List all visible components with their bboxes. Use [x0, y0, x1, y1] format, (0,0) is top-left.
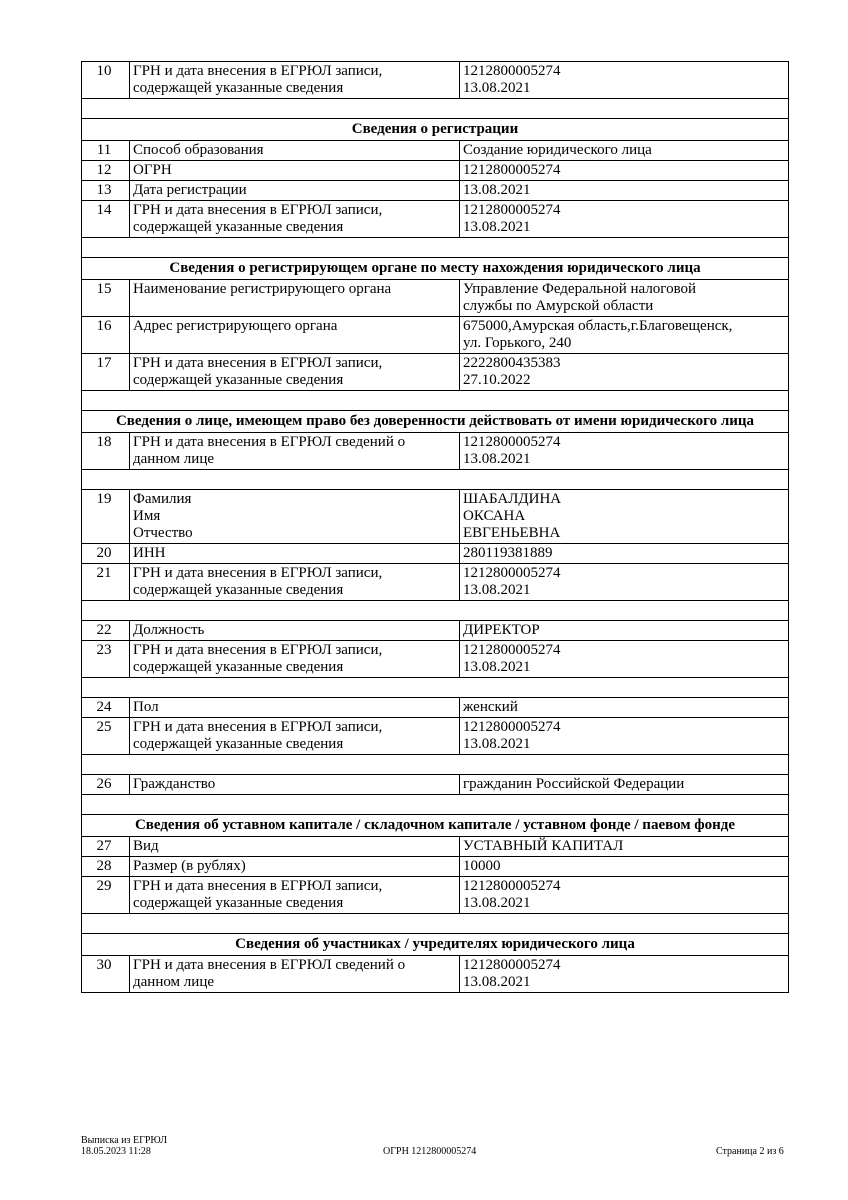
value-line: ДИРЕКТОР [463, 622, 540, 638]
row-value [460, 201, 789, 238]
row-value [460, 857, 789, 877]
row-number: 24 [82, 698, 130, 718]
table-row [82, 490, 789, 544]
value-line: 1212800005274 [463, 63, 561, 79]
row-label [130, 775, 460, 795]
label-line: Способ образования [133, 142, 264, 158]
row-label [130, 956, 460, 993]
value-line: 13.08.2021 [463, 582, 531, 598]
label-line: ГРН и дата внесения в ЕГРЮЛ сведений о [133, 434, 406, 450]
row-label [130, 161, 460, 181]
spacer-cell [82, 795, 789, 815]
row-value [460, 161, 789, 181]
table-row [82, 161, 789, 181]
table-row [82, 698, 789, 718]
row-label [130, 201, 460, 238]
row-label [130, 837, 460, 857]
value-line: ОКСАНА [463, 508, 526, 524]
row-number: 22 [82, 621, 130, 641]
spacer-cell [82, 914, 789, 934]
label-line: ГРН и дата внесения в ЕГРЮЛ сведений о [133, 957, 406, 973]
row-value [460, 775, 789, 795]
label-line: ГРН и дата внесения в ЕГРЮЛ записи, [133, 719, 383, 735]
row-value [460, 837, 789, 857]
section-header-row [82, 934, 789, 956]
row-number: 29 [82, 877, 130, 914]
row-number: 28 [82, 857, 130, 877]
label-line: Имя [133, 508, 161, 524]
row-number: 26 [82, 775, 130, 795]
value-line: 13.08.2021 [463, 659, 531, 675]
spacer-cell [82, 391, 789, 411]
row-label [130, 280, 460, 317]
section-header: Сведения о регистрации [82, 119, 789, 141]
value-line: ШАБАЛДИНА [463, 491, 562, 507]
table-row [82, 433, 789, 470]
value-line: 1212800005274 [463, 434, 561, 450]
row-value [460, 564, 789, 601]
label-line: Наименование регистрирующего органа [133, 281, 392, 297]
table-row [82, 877, 789, 914]
label-line: Отчество [133, 525, 193, 541]
value-line: 1212800005274 [463, 642, 561, 658]
value-line: 1212800005274 [463, 878, 561, 894]
spacer-row [82, 914, 789, 934]
section-header: Сведения об участниках / учредителях юридического лица [82, 934, 789, 956]
footer-datetime: 18.05.2023 11:28 [81, 1146, 151, 1157]
spacer-row [82, 601, 789, 621]
row-value [460, 718, 789, 755]
row-label [130, 641, 460, 678]
value-line: 675000,Амурская область,г.Благовещенск, [463, 318, 733, 334]
row-number: 25 [82, 718, 130, 755]
label-line: содержащей указанные сведения [133, 736, 344, 752]
footer-left [81, 1135, 167, 1157]
value-line: женский [463, 699, 518, 715]
row-label [130, 433, 460, 470]
spacer-row [82, 391, 789, 411]
section-header: Сведения об уставном капитале / складочном капитале / уставном фонде / паевом фонде [82, 815, 789, 837]
row-value [460, 354, 789, 391]
section-header: Сведения о лице, имеющем право без доверенности действовать от имени юридического лица [82, 411, 789, 433]
row-number: 14 [82, 201, 130, 238]
row-number: 17 [82, 354, 130, 391]
row-label [130, 877, 460, 914]
value-line: 280119381889 [463, 545, 553, 561]
value-line: 27.10.2022 [463, 372, 531, 388]
label-line: Вид [133, 838, 159, 854]
label-line: ГРН и дата внесения в ЕГРЮЛ записи, [133, 63, 383, 79]
label-line: содержащей указанные сведения [133, 80, 344, 96]
value-line: ЕВГЕНЬЕВНА [463, 525, 561, 541]
row-number: 16 [82, 317, 130, 354]
section-header-row [82, 258, 789, 280]
table-row [82, 544, 789, 564]
row-label [130, 141, 460, 161]
row-value [460, 62, 789, 99]
value-line: ул. Горького, 240 [463, 335, 572, 351]
label-line: содержащей указанные сведения [133, 895, 344, 911]
spacer-row [82, 470, 789, 490]
label-line: ИНН [133, 545, 166, 561]
row-value [460, 280, 789, 317]
row-number: 18 [82, 433, 130, 470]
row-label [130, 181, 460, 201]
table-row [82, 956, 789, 993]
row-number: 10 [82, 62, 130, 99]
table-row [82, 141, 789, 161]
value-line: 2222800435383 [463, 355, 561, 371]
value-line: 1212800005274 [463, 202, 561, 218]
table-row [82, 837, 789, 857]
spacer-cell [82, 238, 789, 258]
row-value [460, 490, 789, 544]
row-value [460, 317, 789, 354]
label-line: Размер (в рублях) [133, 858, 246, 874]
row-number: 12 [82, 161, 130, 181]
table-row [82, 564, 789, 601]
row-number: 11 [82, 141, 130, 161]
value-line: УСТАВНЫЙ КАПИТАЛ [463, 838, 624, 854]
label-line: Должность [133, 622, 205, 638]
label-line: Дата регистрации [133, 182, 247, 198]
row-value [460, 956, 789, 993]
footer-page-number: Страница 2 из 6 [716, 1146, 784, 1157]
value-line: гражданин Российской Федерации [463, 776, 685, 792]
section-header: Сведения о регистрирующем органе по месту нахождения юридического лица [82, 258, 789, 280]
section-header-row [82, 119, 789, 141]
label-line: содержащей указанные сведения [133, 659, 344, 675]
row-value [460, 433, 789, 470]
table-body [82, 62, 789, 993]
value-line: 1212800005274 [463, 565, 561, 581]
table-row [82, 354, 789, 391]
spacer-cell [82, 678, 789, 698]
value-line: 1212800005274 [463, 162, 561, 178]
label-line: ОГРН [133, 162, 172, 178]
table-row [82, 181, 789, 201]
row-number: 21 [82, 564, 130, 601]
row-value [460, 141, 789, 161]
row-label [130, 857, 460, 877]
spacer-cell [82, 99, 789, 119]
label-line: ГРН и дата внесения в ЕГРЮЛ записи, [133, 878, 383, 894]
table-row [82, 718, 789, 755]
row-number: 30 [82, 956, 130, 993]
row-value [460, 621, 789, 641]
table-row [82, 775, 789, 795]
value-line: 13.08.2021 [463, 219, 531, 235]
table-row [82, 280, 789, 317]
value-line: 13.08.2021 [463, 451, 531, 467]
row-label [130, 317, 460, 354]
row-label [130, 564, 460, 601]
section-header-row [82, 411, 789, 433]
label-line: Гражданство [133, 776, 216, 792]
row-value [460, 698, 789, 718]
row-label [130, 698, 460, 718]
row-label [130, 718, 460, 755]
spacer-cell [82, 755, 789, 775]
label-line: ГРН и дата внесения в ЕГРЮЛ записи, [133, 642, 383, 658]
value-line: 10000 [463, 858, 501, 874]
value-line: 1212800005274 [463, 719, 561, 735]
spacer-row [82, 678, 789, 698]
label-line: ГРН и дата внесения в ЕГРЮЛ записи, [133, 355, 383, 371]
value-line: 13.08.2021 [463, 182, 531, 198]
table-row [82, 201, 789, 238]
row-label [130, 621, 460, 641]
label-line: Фамилия [133, 491, 192, 507]
label-line: Пол [133, 699, 159, 715]
table-row [82, 317, 789, 354]
spacer-cell [82, 470, 789, 490]
row-number: 13 [82, 181, 130, 201]
footer-doc-title: Выписка из ЕГРЮЛ [81, 1135, 167, 1146]
row-value [460, 877, 789, 914]
row-label [130, 62, 460, 99]
row-label [130, 490, 460, 544]
spacer-row [82, 99, 789, 119]
value-line: 13.08.2021 [463, 736, 531, 752]
value-line: 13.08.2021 [463, 895, 531, 911]
spacer-row [82, 795, 789, 815]
value-line: Создание юридического лица [463, 142, 652, 158]
value-line: 13.08.2021 [463, 80, 531, 96]
row-label [130, 354, 460, 391]
section-header-row [82, 815, 789, 837]
value-line: службы по Амурской области [463, 298, 654, 314]
footer-ogrn: ОГРН 1212800005274 [383, 1146, 477, 1157]
label-line: содержащей указанные сведения [133, 372, 344, 388]
value-line: Управление Федеральной налоговой [463, 281, 697, 297]
table-row [82, 62, 789, 99]
row-value [460, 181, 789, 201]
egrul-extract-table [81, 61, 789, 993]
value-line: 1212800005274 [463, 957, 561, 973]
label-line: содержащей указанные сведения [133, 219, 344, 235]
row-number: 20 [82, 544, 130, 564]
label-line: ГРН и дата внесения в ЕГРЮЛ записи, [133, 565, 383, 581]
row-value [460, 544, 789, 564]
spacer-row [82, 238, 789, 258]
spacer-row [82, 755, 789, 775]
label-line: ГРН и дата внесения в ЕГРЮЛ записи, [133, 202, 383, 218]
row-number: 27 [82, 837, 130, 857]
row-number: 15 [82, 280, 130, 317]
row-label [130, 544, 460, 564]
table-row [82, 621, 789, 641]
row-value [460, 641, 789, 678]
label-line: данном лице [133, 451, 214, 467]
label-line: Адрес регистрирующего органа [133, 318, 338, 334]
value-line: 13.08.2021 [463, 974, 531, 990]
table-row [82, 857, 789, 877]
spacer-cell [82, 601, 789, 621]
row-number: 23 [82, 641, 130, 678]
table-row [82, 641, 789, 678]
row-number: 19 [82, 490, 130, 544]
label-line: содержащей указанные сведения [133, 582, 344, 598]
label-line: данном лице [133, 974, 214, 990]
